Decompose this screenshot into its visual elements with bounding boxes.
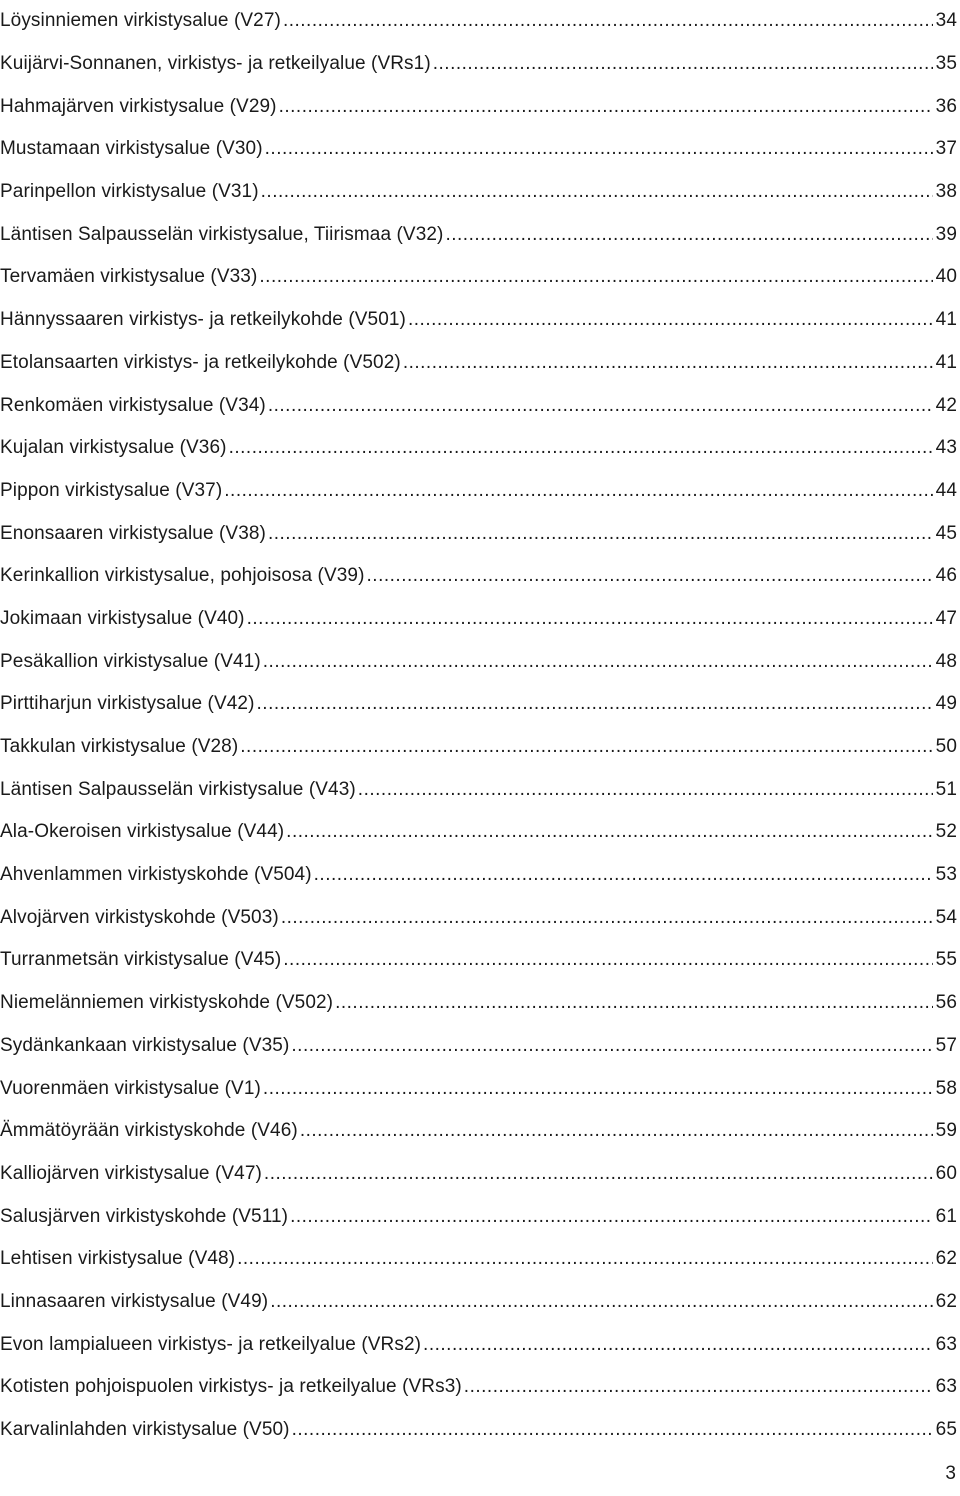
- toc-entry[interactable]: [0, 683, 957, 726]
- toc-entry-title: Kalliojärven virkistysalue (V47): [0, 1162, 262, 1184]
- toc-dot-leader: [367, 565, 933, 587]
- toc-entry-title: Pesäkallion virkistysalue (V41): [0, 650, 261, 672]
- toc-entry-title: Kerinkallion virkistysalue, pohjoisosa (V39): [0, 565, 365, 587]
- toc-entry[interactable]: [0, 384, 957, 427]
- toc-entry-title: Pirttiharjun virkistysalue (V42): [0, 693, 255, 715]
- toc-entry-page: 45: [935, 522, 957, 544]
- toc-entry[interactable]: [0, 854, 957, 897]
- toc-entry-page: 49: [935, 693, 957, 715]
- toc-entry-title: Läntisen Salpausselän virkistysalue (V43): [0, 778, 356, 800]
- toc-entry[interactable]: [0, 1238, 957, 1281]
- toc-dot-leader: [283, 949, 932, 971]
- toc-entry-title: Hännyssaaren virkistys- ja retkeilykohde (V501): [0, 309, 406, 331]
- toc-entry-page: 37: [935, 138, 957, 160]
- toc-entry-title: Evon lampialueen virkistys- ja retkeilyalue (VRs2): [0, 1333, 422, 1355]
- toc-dot-leader: [237, 1248, 933, 1270]
- toc-entry-page: 41: [935, 309, 957, 331]
- toc-entry[interactable]: [0, 1281, 957, 1324]
- toc-dot-leader: [240, 736, 932, 758]
- toc-dot-leader: [263, 1078, 933, 1100]
- toc-entry-page: 62: [935, 1248, 957, 1270]
- toc-dot-leader: [433, 53, 933, 75]
- toc-entry-title: Renkomäen virkistysalue (V34): [0, 394, 266, 416]
- toc-dot-leader: [261, 181, 933, 203]
- toc-entry-page: 42: [935, 394, 957, 416]
- toc-dot-leader: [403, 352, 933, 374]
- toc-entry-title: Hahmajärven virkistysalue (V29): [0, 95, 277, 117]
- toc-entry[interactable]: [0, 512, 957, 555]
- toc-entry[interactable]: [0, 427, 957, 470]
- page-number: 3: [945, 1463, 956, 1484]
- toc-entry[interactable]: [0, 1366, 957, 1409]
- toc-dot-leader: [270, 1291, 932, 1313]
- toc-entry-title: Ala-Okeroisen virkistysalue (V44): [0, 821, 285, 843]
- toc-dot-leader: [335, 992, 933, 1014]
- toc-dot-leader: [358, 779, 933, 801]
- toc-entry[interactable]: [0, 213, 957, 256]
- toc-entry[interactable]: [0, 768, 957, 811]
- toc-dot-leader: [283, 10, 933, 32]
- toc-entry-page: 60: [935, 1162, 957, 1184]
- toc-entry[interactable]: [0, 85, 957, 128]
- toc-entry[interactable]: [0, 726, 957, 769]
- toc-entry[interactable]: [0, 0, 957, 43]
- toc-entry-title: Lehtisen virkistysalue (V48): [0, 1248, 236, 1270]
- toc-entry[interactable]: [0, 128, 957, 171]
- toc-entry-page: 52: [935, 821, 957, 843]
- toc-dot-leader: [445, 224, 932, 246]
- toc-entry-title: Jokimaan virkistysalue (V40): [0, 607, 245, 629]
- toc-entry-title: Ämmätöyrään virkistyskohde (V46): [0, 1120, 298, 1142]
- toc-dot-leader: [314, 864, 933, 886]
- toc-entry-page: 35: [935, 53, 957, 75]
- toc-dot-leader: [281, 907, 933, 929]
- toc-entry-page: 58: [935, 1077, 957, 1099]
- toc-entry-title: Vuorenmäen virkistysalue (V1): [0, 1077, 261, 1099]
- toc-dot-leader: [264, 1163, 933, 1185]
- toc-dot-leader: [265, 138, 933, 160]
- toc-entry-title: Enonsaaren virkistysalue (V38): [0, 522, 266, 544]
- toc-entry-title: Mustamaan virkistysalue (V30): [0, 138, 263, 160]
- toc-entry[interactable]: [0, 598, 957, 641]
- toc-entry-title: Löysinniemen virkistysalue (V27): [0, 10, 281, 32]
- toc-entry-page: 38: [935, 181, 957, 203]
- toc-entry-page: 63: [935, 1333, 957, 1355]
- toc-dot-leader: [263, 651, 933, 673]
- toc-entry[interactable]: [0, 1323, 957, 1366]
- toc-entry-page: 43: [935, 437, 957, 459]
- toc-dot-leader: [286, 821, 932, 843]
- toc-entry-title: Alvojärven virkistyskohde (V503): [0, 906, 279, 928]
- toc-entry[interactable]: [0, 299, 957, 342]
- toc-entry-page: 48: [935, 650, 957, 672]
- toc-entry[interactable]: [0, 342, 957, 385]
- toc-entry-title: Turranmetsän virkistysalue (V45): [0, 949, 282, 971]
- toc-dot-leader: [268, 395, 933, 417]
- toc-entry[interactable]: [0, 1067, 957, 1110]
- toc-dot-leader: [300, 1120, 933, 1142]
- toc-entry-page: 62: [935, 1290, 957, 1312]
- toc-entry-title: Kujalan virkistysalue (V36): [0, 437, 227, 459]
- toc-dot-leader: [290, 1206, 933, 1228]
- toc-entry-title: Pippon virkistysalue (V37): [0, 479, 223, 501]
- toc-entry[interactable]: [0, 896, 957, 939]
- toc-entry-page: 51: [935, 778, 957, 800]
- toc-entry-page: 55: [935, 949, 957, 971]
- toc-entry-page: 34: [935, 10, 957, 32]
- toc-entry-title: Linnasaaren virkistysalue (V49): [0, 1290, 269, 1312]
- toc-dot-leader: [423, 1334, 933, 1356]
- toc-dot-leader: [408, 309, 933, 331]
- toc-entry-page: 59: [935, 1120, 957, 1142]
- toc-dot-leader: [292, 1419, 933, 1441]
- toc-entry[interactable]: [0, 43, 957, 86]
- toc-entry-title: Salusjärven virkistyskohde (V511): [0, 1205, 289, 1227]
- toc-entry-page: 56: [935, 992, 957, 1014]
- toc-entry-page: 61: [935, 1205, 957, 1227]
- toc-entry[interactable]: [0, 555, 957, 598]
- toc-dot-leader: [229, 437, 933, 459]
- toc-entry-title: Läntisen Salpausselän virkistysalue, Tiirismaa (V32): [0, 223, 444, 245]
- toc-dot-leader: [291, 1035, 932, 1057]
- toc-entry-title: Parinpellon virkistysalue (V31): [0, 181, 259, 203]
- toc-entry[interactable]: [0, 939, 957, 982]
- toc-entry-page: 41: [935, 351, 957, 373]
- toc-entry[interactable]: [0, 256, 957, 299]
- toc-entry-page: 53: [935, 864, 957, 886]
- toc-entry-page: 54: [935, 906, 957, 928]
- toc-entry[interactable]: [0, 1409, 957, 1452]
- toc-entry-title: Tervamäen virkistysalue (V33): [0, 266, 258, 288]
- toc-entry-page: 57: [935, 1034, 957, 1056]
- toc-entry-title: Sydänkankaan virkistysalue (V35): [0, 1034, 290, 1056]
- toc-entry-title: Etolansaarten virkistys- ja retkeilykohde (V502): [0, 351, 401, 373]
- toc-entry-page: 63: [935, 1376, 957, 1398]
- toc-entry[interactable]: [0, 470, 957, 513]
- toc-entry[interactable]: [0, 640, 957, 683]
- toc-dot-leader: [259, 266, 932, 288]
- toc-entry-title: Kotisten pohjoispuolen virkistys- ja retkeilyalue (VRs3): [0, 1376, 462, 1398]
- toc-entry-page: 50: [935, 736, 957, 758]
- toc-entry-page: 39: [935, 223, 957, 245]
- toc-entry-title: Karvalinlahden virkistysalue (V50): [0, 1419, 290, 1441]
- toc-dot-leader: [268, 523, 933, 545]
- toc-entry[interactable]: [0, 982, 957, 1025]
- toc-dot-leader: [257, 693, 933, 715]
- toc-entry-page: 44: [935, 479, 957, 501]
- toc-entry[interactable]: [0, 171, 957, 214]
- toc-entry-page: 46: [935, 565, 957, 587]
- toc-entry-title: Niemelänniemen virkistyskohde (V502): [0, 992, 334, 1014]
- toc-entry[interactable]: [0, 1153, 957, 1196]
- toc-dot-leader: [247, 608, 933, 630]
- toc-dot-leader: [224, 480, 932, 502]
- toc-entry-title: Takkulan virkistysalue (V28): [0, 736, 239, 758]
- toc-entry-title: Ahvenlammen virkistyskohde (V504): [0, 864, 312, 886]
- toc-entry[interactable]: [0, 1025, 957, 1068]
- toc-entry-page: 40: [935, 266, 957, 288]
- toc-entry[interactable]: [0, 811, 957, 854]
- toc-entry-page: 65: [935, 1419, 957, 1441]
- toc-entry-page: 36: [935, 95, 957, 117]
- toc-dot-leader: [279, 96, 933, 118]
- toc-entry[interactable]: [0, 1110, 957, 1153]
- toc-dot-leader: [464, 1376, 933, 1398]
- toc-entry-page: 47: [935, 607, 957, 629]
- toc-entry[interactable]: [0, 1195, 957, 1238]
- toc-entry-title: Kuijärvi-Sonnanen, virkistys- ja retkeilyalue (VRs1): [0, 53, 431, 75]
